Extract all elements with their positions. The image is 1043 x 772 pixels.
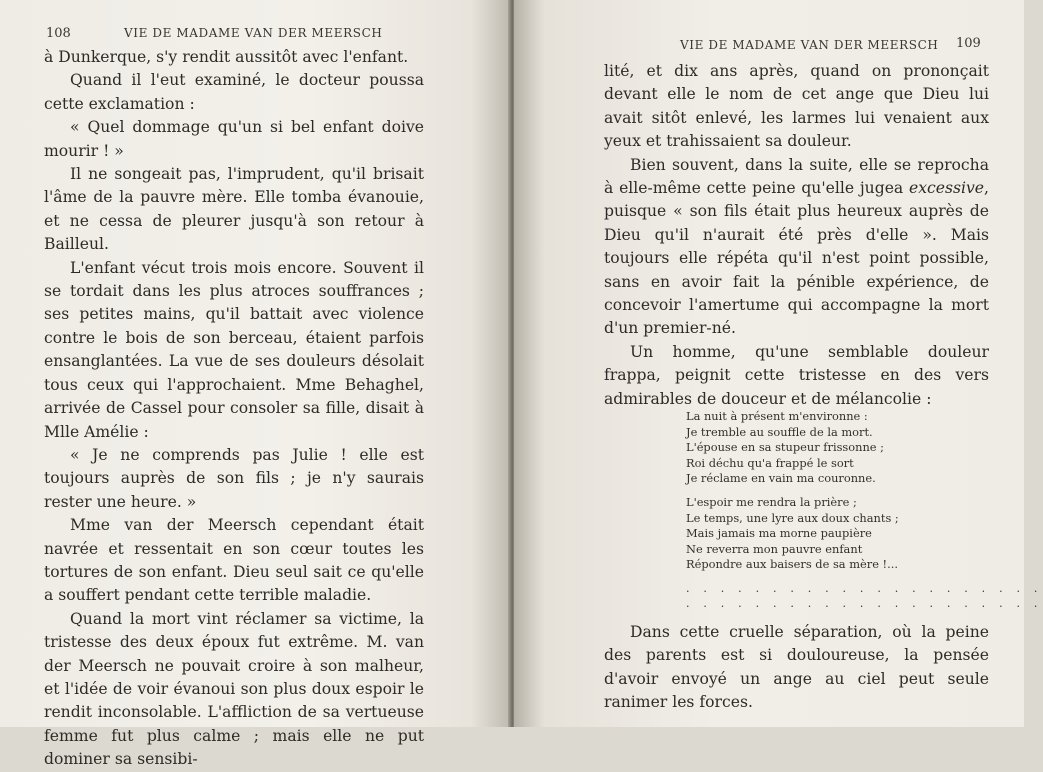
left-paragraph-2: Quand il l'eut examiné, le docteur poussa cette exclamation :	[44, 71, 424, 113]
poem-stanza-1	[686, 409, 1043, 487]
right-paragraph-3: Un homme, qu'une semblable douleur frappa, peignit cette tristesse en des vers admirables de douceur et de mélancolie :	[604, 342, 989, 408]
poem	[686, 409, 1043, 611]
right-page-number: 109	[956, 36, 981, 51]
right-paragraph-2-emphasis: excessive	[909, 179, 985, 198]
right-running-head: VIE DE MADAME VAN DER MEERSCH	[680, 38, 939, 52]
right-paragraph-2-start: Bien souvent, dans la suite, elle se reprocha à elle-même cette peine qu'elle jugea	[604, 155, 989, 198]
poem-line: La nuit à présent m'environne :	[686, 409, 868, 423]
left-paragraph-8: Quand la mort vint réclamer sa victime, la tristesse des deux époux fut extrême. M. van der Meersch ne pouvait croire à son malheur, et l'idée de voir évanoui son plus doux espoir le rendit inconsolable. L'affliction de sa vertueuse femme fut plus calme ; mais elle ne put dominer sa sensibi-	[44, 609, 424, 769]
poem-line: Répondre aux baisers de sa mère !...	[686, 557, 898, 572]
poem-line: Roi déchu qu'a frappé le sort	[686, 455, 854, 470]
left-paragraph-3: « Quel dommage qu'un si bel enfant doive mourir ! »	[44, 118, 424, 160]
left-paragraph-5: L'enfant vécut trois mois encore. Souvent il se tordait dans les plus atroces souffrances ; ses petites mains, qu'il battait avec violence contre le bois de son berceau, étaient parfois ensanglantées. La vue de ses douleurs désolait tous ceux qui l'approchaient. Mme Behaghel, arrivée de Cassel pour consoler sa fille, disait à Mlle Amélie :	[44, 258, 424, 441]
poem-stanza-2	[686, 495, 1043, 573]
poem-line: Ne reverra mon pauvre enfant	[686, 541, 863, 556]
right-paragraph-1: lité, et dix ans après, quand on prononçait devant elle le nom de cet ange que Dieu lui avait sitôt enlevé, les larmes lui venaient aux yeux et trahissaient sa douleur.	[604, 62, 989, 151]
right-page	[514, 0, 1043, 727]
right-text-block-lower	[604, 621, 989, 715]
left-text-block	[44, 46, 424, 772]
right-paragraph-4: Dans cette cruelle séparation, où la peine des parents est si douloureuse, la pensée d'avoir envoyé un ange au ciel peut seule ranimer les forces.	[604, 623, 989, 712]
poem-line: L'espoir me rendra la prière ;	[686, 494, 857, 509]
left-paragraph-7: Mme van der Meersch cependant était navrée et ressentait en son cœur toutes les tortures de son enfant. Dieu seul sait ce qu'elle a souffert pendant cette terrible maladie.	[44, 516, 424, 605]
left-page-number: 108	[46, 26, 71, 41]
poem-ellipsis-line: . . . . . . . . . . . . . . . . . . . . .	[686, 581, 1043, 595]
left-paragraph-4: Il ne songeait pas, l'imprudent, qu'il brisait l'âme de la pauvre mère. Elle tomba évanouie, et ne cessa de pleurer jusqu'à son retour à Bailleul.	[44, 165, 424, 254]
right-text-block-upper	[604, 60, 989, 411]
poem-line: Mais jamais ma morne paupière	[686, 526, 872, 541]
right-paragraph-2	[604, 154, 989, 341]
left-running-head: VIE DE MADAME VAN DER MEERSCH	[124, 26, 383, 40]
left-page	[0, 0, 512, 769]
left-paragraph-1: à Dunkerque, s'y rendit aussitôt avec l'enfant.	[44, 48, 409, 66]
poem-ellipsis-line: . . . . . . . . . . . . . . . . . . . . .	[686, 596, 1043, 610]
left-paragraph-6: « Je ne comprends pas Julie ! elle est toujours auprès de son fils ; je n'y saurais rester une heure. »	[44, 445, 424, 511]
poem-line: Le temps, une lyre aux doux chants ;	[686, 510, 899, 525]
right-paragraph-2-end: , puisque « son fils était plus heureux auprès de Dieu qu'il n'aurait été près d'elle ». Mais toujours elle répéta qu'il n'est point possible, sans en avoir fait la pénible expérience, de concevoir l'amertume qui accompagne la mort d'un premier-né.	[604, 179, 989, 338]
poem-line: L'épouse en sa stupeur frissonne ;	[686, 440, 885, 455]
poem-line: Je tremble au souffle de la mort.	[686, 424, 873, 439]
poem-line: Je réclame en vain ma couronne.	[686, 471, 876, 486]
